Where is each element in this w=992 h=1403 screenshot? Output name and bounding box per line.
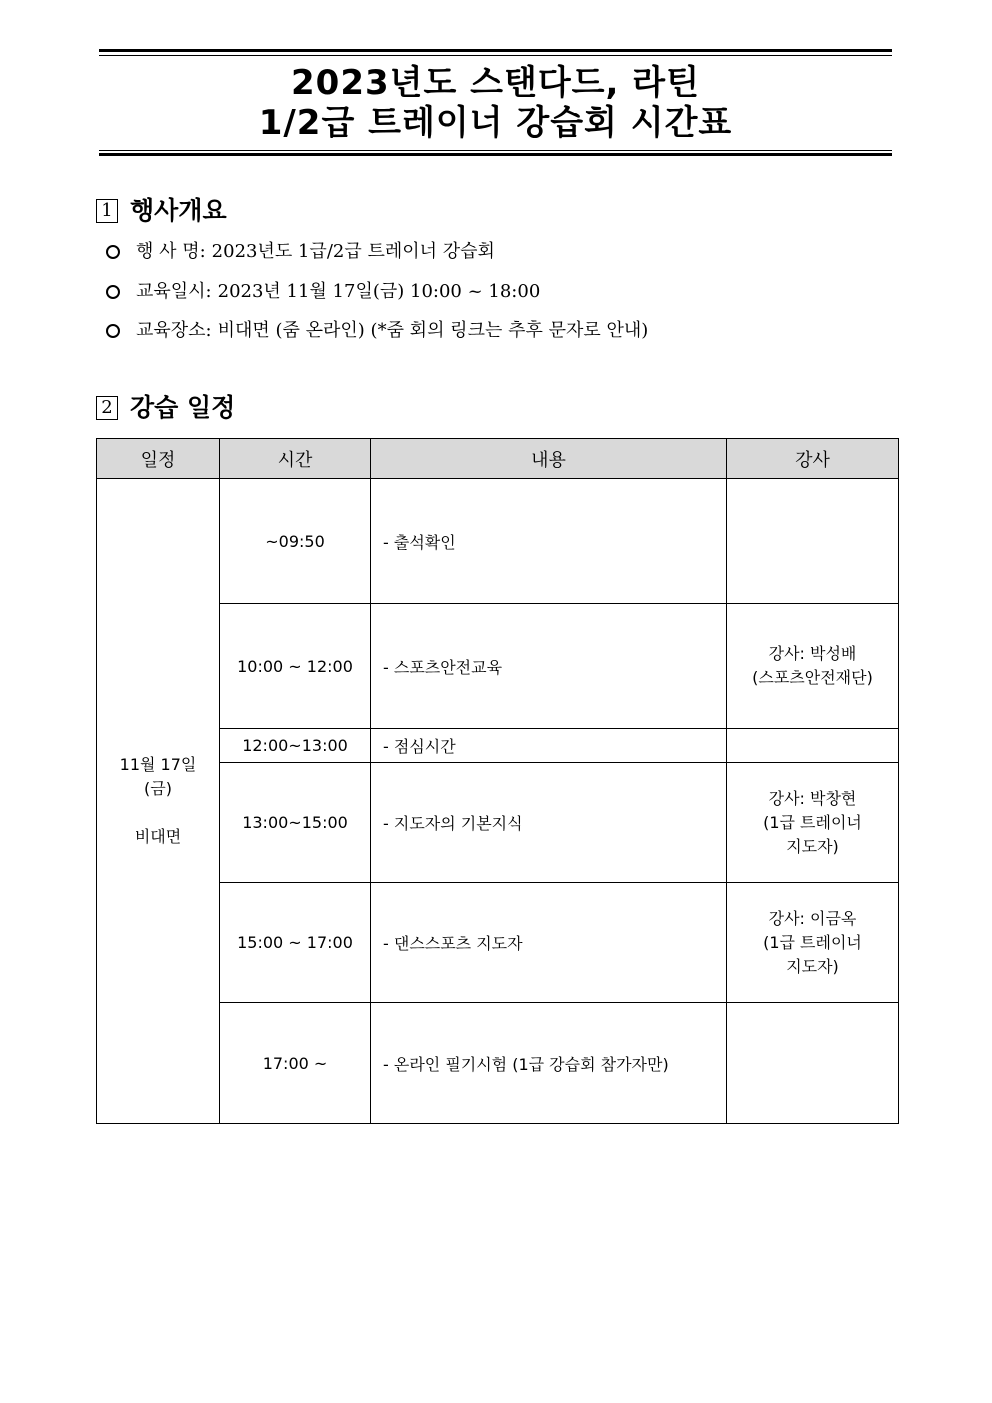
instructor-name: 강사: 박창현 [768, 788, 857, 808]
table-row [97, 479, 899, 604]
section1-title: 행사개요 [130, 196, 227, 225]
section1-heading [96, 196, 227, 226]
content-cell: - 스포츠안전교육 [371, 604, 727, 729]
title-bottom-rule-thin [99, 150, 892, 151]
schedule-table [96, 438, 899, 1124]
instructor-name: 강사: 이금옥 [768, 908, 857, 928]
date-cell [97, 479, 220, 1124]
instructor-cell [727, 883, 899, 1003]
instructor-affiliation-2: 지도자) [786, 956, 839, 976]
weekday-text: (금) [144, 779, 172, 798]
time-cell: 15:00 ~ 17:00 [220, 883, 371, 1003]
time-cell: 13:00~15:00 [220, 763, 371, 883]
overview-value: 2023년도 1급/2급 트레이너 강습회 [211, 241, 495, 262]
content-cell: - 출석확인 [371, 479, 727, 604]
instructor-cell [727, 1003, 899, 1124]
instructor-affiliation-2: 지도자) [786, 836, 839, 856]
content-cell: - 점심시간 [371, 729, 727, 763]
overview-value: 2023년 11월 17일(금) 10:00 ~ 18:00 [217, 281, 541, 302]
instructor-cell [727, 604, 899, 729]
instructor-cell [727, 729, 899, 763]
time-cell: 10:00 ~ 12:00 [220, 604, 371, 729]
overview-label: 교육일시: [136, 281, 212, 302]
header-instructor: 강사 [727, 439, 899, 479]
header-date: 일정 [97, 439, 220, 479]
page-title-line1: 2023년도 스탠다드, 라틴 [291, 63, 700, 103]
header-time: 시간 [220, 439, 371, 479]
instructor-cell [727, 479, 899, 604]
overview-label: 교육장소: [136, 320, 212, 341]
instructor-name: 강사: 박성배 [768, 644, 857, 663]
page-title-line2: 1/2급 트레이너 강습회 시간표 [258, 103, 733, 143]
section2-heading [96, 393, 235, 423]
title-top-rule-thin [99, 55, 892, 56]
content-cell: - 온라인 필기시험 (1급 강습회 참가자만) [371, 1003, 727, 1124]
overview-item-datetime [106, 280, 540, 304]
overview-item-location [106, 319, 648, 343]
title-top-rule [99, 49, 892, 52]
overview-value: 비대면 (줌 온라인) (*줌 회의 링크는 추후 문자로 안내) [217, 320, 649, 341]
instructor-cell [727, 763, 899, 883]
overview-item-name [106, 240, 495, 264]
instructor-affiliation: (1급 트레이너 [763, 812, 862, 832]
date-text: 11월 17일 [119, 755, 197, 774]
circle-bullet-icon [106, 285, 120, 299]
circle-bullet-icon [106, 324, 120, 338]
content-cell: - 지도자의 기본지식 [371, 763, 727, 883]
time-cell: 12:00~13:00 [220, 729, 371, 763]
title-bottom-rule [99, 153, 892, 156]
title-block [99, 49, 892, 156]
mode-text: 비대면 [134, 827, 182, 846]
section2-title: 강습 일정 [130, 393, 236, 422]
time-cell: 17:00 ~ [220, 1003, 371, 1124]
time-cell: ~09:50 [220, 479, 371, 604]
table-header-row [97, 439, 899, 479]
header-content: 내용 [371, 439, 727, 479]
section1-number: 1 [96, 199, 118, 223]
instructor-affiliation: (스포츠안전재단) [752, 668, 873, 687]
section2-number: 2 [96, 396, 118, 420]
circle-bullet-icon [106, 245, 120, 259]
overview-label: 행 사 명: [136, 241, 206, 262]
instructor-affiliation: (1급 트레이너 [763, 932, 862, 952]
content-cell: - 댄스스포츠 지도자 [371, 883, 727, 1003]
